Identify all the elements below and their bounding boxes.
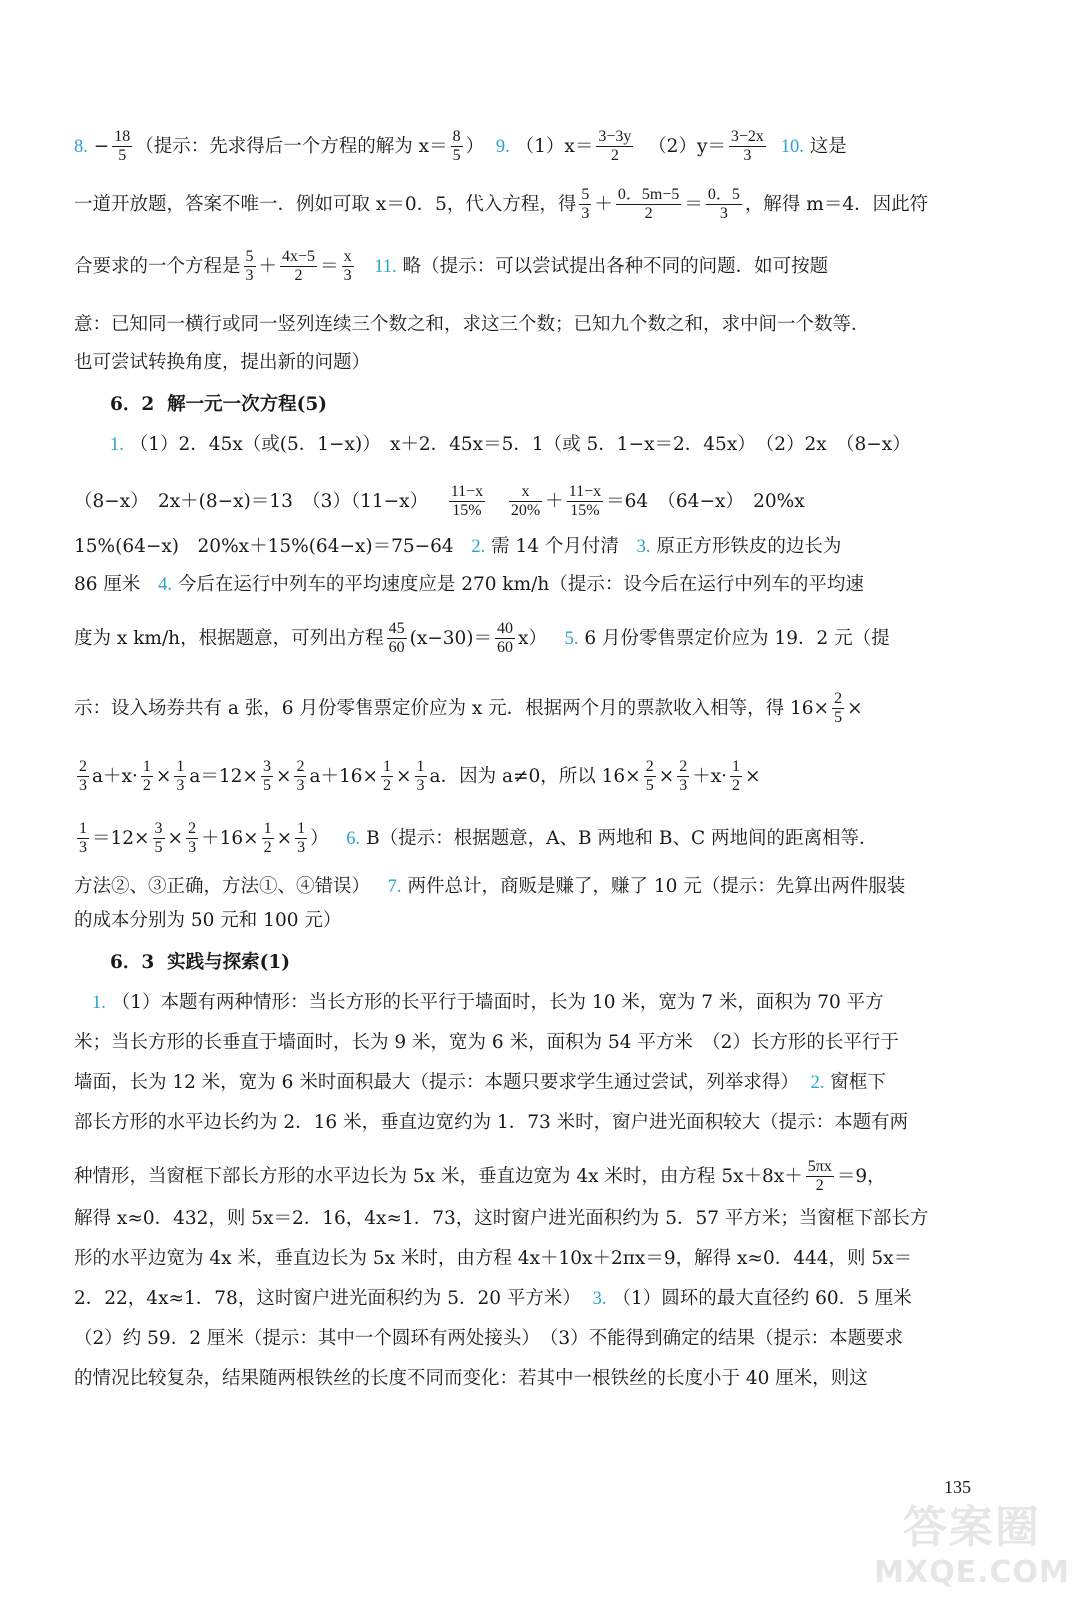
fraction: $\frac{45}{60}$	[388, 620, 405, 657]
text: 86 厘米	[74, 574, 141, 595]
fraction: $\frac{1}{3}$	[176, 758, 185, 795]
fraction: $\frac{3}{5}$	[154, 820, 163, 857]
fraction: $\frac{0.5}{3}$	[707, 186, 740, 223]
text: ×	[658, 765, 675, 787]
exercise-number: 1.	[92, 993, 106, 1013]
text: （提示：先求得后一个方程的解为 x＝	[135, 135, 448, 157]
text: a＋x·	[92, 765, 138, 787]
line-62-1	[110, 436, 911, 455]
text: （8−x） 2x＋(8−x)＝13 （3）（11−x）	[74, 490, 429, 512]
equals-sign: ＝	[684, 193, 703, 215]
section-heading-6-3: 6．3 实践与探索(1)	[110, 952, 291, 973]
line-63-1c	[74, 1074, 886, 1093]
text: 意：已知同一横行或同一竖列连续三个数之和，求这三个数；已知九个数之和，求中间一个数等．	[74, 314, 870, 335]
fraction: $\frac{3-2x}{3}$	[730, 128, 764, 165]
exercise-number: 2.	[810, 1073, 825, 1093]
line-63-1b	[74, 1034, 899, 1053]
text: ＝9，	[836, 1165, 886, 1187]
text: （1）x＝	[515, 135, 594, 157]
text: ）	[310, 827, 329, 849]
fraction: $\frac{1}{2}$	[383, 758, 392, 795]
plus-sign: ＋	[545, 490, 564, 512]
text: ×	[167, 827, 184, 849]
fraction: $\frac{x}{20\%}$	[510, 483, 541, 520]
watermark-logo	[872, 1500, 1072, 1596]
exercise-number: 5.	[564, 628, 579, 649]
line-62-7b	[74, 912, 341, 931]
fraction: $\frac{2}{3}$	[79, 758, 87, 795]
fraction: $\frac{1}{3}$	[297, 820, 306, 857]
fraction: $\frac{2}{5}$	[645, 758, 654, 795]
text: 今后在运行中列车的平均速度应是 270 km/h（提示：设今后在运行中列车的平均速	[177, 574, 864, 595]
exercise-number: 10.	[780, 136, 804, 157]
text: x）	[518, 627, 547, 649]
fraction: $\frac{5\pi x}{2}$	[807, 1158, 832, 1195]
text: 也可尝试转换角度，提出新的问题）	[74, 352, 371, 373]
page-number: 135	[944, 1477, 971, 1497]
text: 15%(64−x) 20%x＋15%(64−x)＝75−64	[74, 536, 454, 557]
line-62-5c	[74, 758, 761, 796]
text: ×	[396, 765, 412, 787]
fraction: $\frac{0.5m-5}{2}$	[617, 186, 680, 223]
line-63-2f	[74, 1290, 912, 1309]
fraction: $\frac{2}{3}$	[679, 758, 688, 795]
plus-sign: ＋	[594, 193, 613, 215]
exercise-number: 3.	[636, 537, 651, 557]
fraction: $\frac{4x-5}{2}$	[282, 248, 316, 285]
exercise-number: 2.	[471, 537, 486, 557]
line-63-2d	[74, 1210, 928, 1229]
exercise-number: 4.	[158, 575, 172, 595]
line-62-1b	[74, 483, 805, 521]
line-62-6b	[74, 878, 905, 897]
text: （2）y＝	[648, 135, 726, 157]
text: 的情况比较复杂，结果随两根铁丝的长度不同而变化：若其中一根铁丝的长度小于 40 厘米，则这	[74, 1368, 868, 1389]
text: ，解得 m＝4．因此符	[744, 193, 929, 215]
text: （1）2．45x（或(5．1−x)） x＋2．45x＝5．1（或 5．1−x＝2．45x） （2）2x （8−x）	[129, 434, 911, 455]
fraction: $\frac{8}{5}$	[452, 128, 461, 165]
fraction: $\frac{11-x}{15\%}$	[568, 483, 602, 520]
exercise-number: 1.	[110, 435, 124, 455]
text: （1）圆环的最大直径约 60．5 厘米	[612, 1288, 912, 1309]
text: ＋x·	[692, 765, 728, 787]
fraction: $\frac{1}{3}$	[416, 758, 425, 795]
text: ×	[276, 827, 293, 849]
fraction: $\frac{5}{3}$	[245, 248, 254, 285]
exercise-number: 7.	[387, 877, 402, 897]
line-62-4b	[74, 620, 890, 658]
text: 6 月份零售票定价应为 19．2 元（提	[584, 627, 890, 649]
fraction: $\frac{1}{2}$	[142, 758, 151, 795]
equals-sign: ＝	[320, 255, 339, 277]
line-62-5d	[74, 820, 878, 858]
watermark-text: 答案圈	[903, 1502, 1041, 1553]
line-ex10-3	[74, 248, 828, 286]
text: 部长方形的水平边长约为 2．16 米，垂直边宽约为 1．73 米时，窗户进光面积较大（提示：本题有两	[74, 1112, 909, 1133]
fraction: $\frac{5}{3}$	[581, 186, 590, 223]
times-sign: ×	[847, 697, 863, 719]
fraction: $\frac{18}{5}$	[114, 128, 131, 165]
text: 形的水平边宽为 4x 米，垂直边长为 5x 米时，由方程 4x＋10x＋2πx＝9，解得 x≈0．444，则 5x＝	[74, 1248, 913, 1269]
line-ex8-ex10	[74, 128, 847, 166]
section-heading-6-2: 6．2 解一元一次方程(5)	[110, 394, 328, 415]
text: 两件总计，商贩是赚了，赚了 10 元（提示：先算出两件服装	[407, 876, 906, 897]
text: a．因为 a≠0，所以 16×	[429, 765, 641, 787]
text: 的成本分别为 50 元和 100 元）	[74, 910, 342, 931]
fraction: $\frac{3-3y}{2}$	[598, 128, 632, 165]
fraction: $\frac{1}{2}$	[263, 820, 272, 857]
line-63-3c	[74, 1370, 868, 1389]
line-63-2e	[74, 1250, 912, 1269]
line-ex11-3	[74, 354, 370, 373]
exercise-number: 11.	[374, 256, 397, 277]
line-62-1c	[74, 538, 841, 557]
text: 种情形，当窗框下部长方形的水平边长为 5x 米，垂直边宽为 4x 米时，由方程 5x＋8x＋	[74, 1165, 803, 1187]
fraction: $\frac{x}{3}$	[343, 248, 352, 285]
fraction: $\frac{2}{3}$	[296, 758, 305, 795]
text: 一道开放题，答案不唯一．例如可取 x＝0．5，代入方程，得	[74, 193, 577, 215]
text: （1）本题有两种情形：当长方形的长平行于墙面时，长为 10 米，宽为 7 米，面积为 70 平方	[111, 992, 884, 1013]
fraction: $\frac{3}{5}$	[262, 758, 271, 795]
text: (x−30)＝	[409, 627, 493, 649]
text: ×	[745, 765, 761, 787]
text: （2）约 59．2 厘米（提示：其中一个圆环有两处接头） （3）不能得到确定的结果（提示：本题要求	[74, 1328, 904, 1349]
text: ）	[465, 135, 485, 157]
fraction: $\frac{2}{3}$	[188, 820, 197, 857]
line-ex10-2	[74, 186, 928, 224]
exercise-number: 6.	[346, 828, 361, 849]
text: 方法②、③正确，方法①、④错误）	[74, 876, 371, 897]
watermark-url: MXQE.COM	[874, 1555, 1070, 1590]
line-62-4	[74, 576, 864, 595]
text: a＋16×	[309, 765, 379, 787]
line-63-2c	[74, 1158, 886, 1196]
text: ＝64 （64−x） 20%x	[606, 490, 805, 512]
fraction: $\frac{1}{3}$	[79, 820, 87, 857]
text: ＝12×	[92, 827, 150, 849]
text: a＝12×	[189, 765, 258, 787]
text: 这是	[809, 135, 847, 157]
text: 解得 x≈0．432，则 5x＝2．16，4x≈1．73，这时窗户进光面积约为 5．57 平方米；当窗框下部长方	[74, 1208, 929, 1229]
fraction: $\frac{11-x}{15\%}$	[450, 483, 484, 520]
plus-sign: ＋	[258, 255, 278, 277]
text: 原正方形铁皮的边长为	[656, 536, 842, 557]
text: 示：设入场券共有 a 张，6 月份零售票定价应为 x 元．根据两个月的票款收入相等，得 16×	[74, 697, 830, 719]
line-62-5b	[74, 690, 863, 728]
line-ex11-2	[74, 316, 870, 335]
minus-sign: −	[93, 135, 110, 157]
fraction: $\frac{40}{60}$	[497, 620, 514, 657]
line-63-3b	[74, 1330, 903, 1349]
fraction: $\frac{2}{5}$	[834, 690, 843, 727]
line-63-2b	[74, 1114, 908, 1133]
exercise-number: 3.	[592, 1289, 607, 1309]
exercise-number: 9.	[495, 136, 510, 157]
text: ×	[155, 765, 172, 787]
text: 需 14 个月付清	[491, 536, 619, 557]
text: 度为 x km/h，根据题意，可列出方程	[74, 627, 384, 649]
line-63-1	[92, 994, 884, 1013]
exercise-number: 8.	[74, 136, 88, 157]
text: ＋16×	[201, 827, 259, 849]
text: 2．22，4x≈1．78，这时窗户进光面积约为 5．20 平方米）	[74, 1288, 581, 1309]
text: 墙面，长为 12 米，宽为 6 米时面积最大（提示：本题只要求学生通过尝试，列举求得）	[74, 1072, 799, 1093]
fraction: $\frac{1}{2}$	[732, 758, 741, 795]
text: 窗框下	[830, 1072, 886, 1093]
text: 米；当长方形的长垂直于墙面时，长为 9 米，宽为 6 米，面积为 54 平方米 （2）长方形的长平行于	[74, 1032, 899, 1053]
text: 合要求的一个方程是	[74, 255, 241, 277]
text: 略（提示：可以尝试提出各种不同的问题．如可按题	[402, 255, 829, 277]
text: ×	[275, 765, 292, 787]
text: B（提示：根据题意，A、B 两地和 B、C 两地间的距离相等．	[366, 827, 878, 849]
